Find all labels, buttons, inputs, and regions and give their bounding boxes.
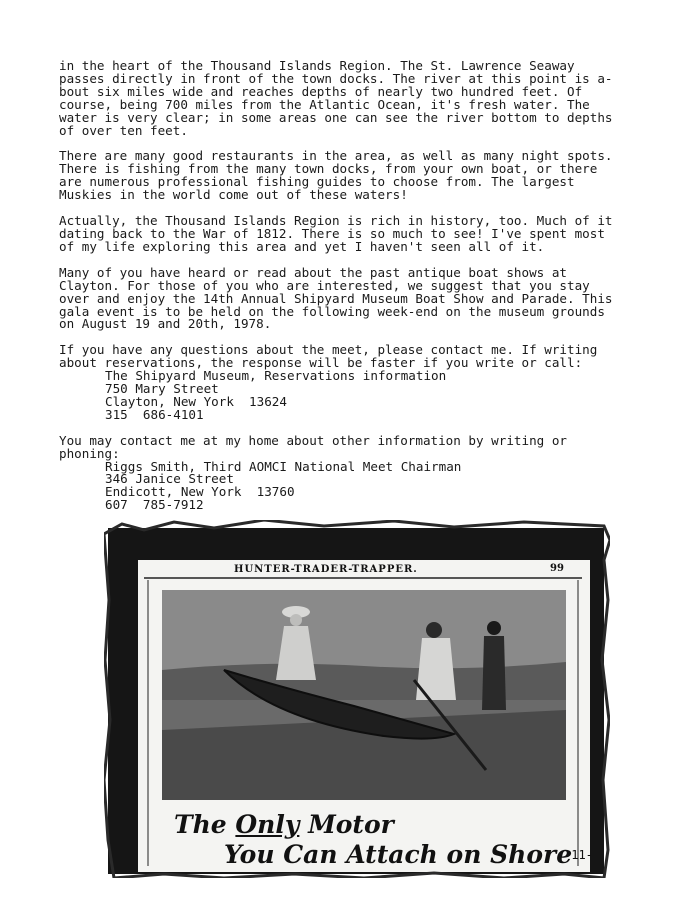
slogan-line-1	[174, 810, 394, 839]
slogan-only: Only	[235, 810, 300, 839]
slogan-prefix: The	[174, 810, 236, 839]
boy-figure	[482, 636, 506, 710]
woman-head	[290, 614, 302, 626]
ad-page-number: 99	[550, 563, 564, 574]
address-line: 315 686-4101	[105, 406, 204, 422]
ad-header: HUNTER-TRADER-TRAPPER.	[234, 564, 418, 575]
paragraph-reservations: If you have any questions about the meet, please contact me. If writing about reservations, the response will be faster if you write or call:	[59, 342, 598, 371]
slogan-suffix: Motor	[299, 810, 394, 839]
address-line: Endicott, New York 13760	[105, 484, 295, 500]
museum-address	[105, 370, 649, 422]
paragraph-history: Actually, the Thousand Islands Region is rich in history, too. Much of it dating back to the War of 1812. There is so much to see! I've spent most of my life exploring this area and yet I haven't seen all of it.	[59, 213, 613, 254]
paragraph-contact: You may contact me at my home about other information by writing or phoning:	[59, 432, 567, 461]
paragraph-thousand-islands: in the heart of the Thousand Islands Region. The St. Lawrence Seaway passes directly in front of the town docks. The river at this point is a- bout six miles wide and reaches depths of nearly two hundred feet. Of course, being 700 miles from the Atlantic Ocean, it's fresh water. The water is very clear; in some areas one can see the river bottom to depths of over ten feet.	[59, 58, 613, 138]
paragraph-boat-show: Many of you have heard or read about the past antique boat shows at Clayton. For those of you who are interested, we suggest that you stay over and enjoy the 14th Annual Shipyard Museum Boat Show and Parade. This gala event is to be held on the following week-end on the museum grounds on August 19 and 20th, 1978.	[59, 264, 613, 332]
paragraph-restaurants: There are many good restaurants in the area, as well as many night spots. There is fishing from the many town docks, from your own boat, or there are numerous professional fishing guides to choose from. The largest Muskies in the world come out of these waters!	[59, 148, 613, 203]
address-line: The Shipyard Museum, Reservations information	[105, 368, 447, 384]
address-line: 346 Janice Street	[105, 471, 234, 487]
man-head	[426, 622, 442, 638]
vintage-advertisement	[104, 520, 610, 878]
boy-head	[487, 621, 501, 635]
page-folio: -11-	[564, 848, 593, 862]
slogan-line-2: You Can Attach on Shore	[224, 840, 573, 869]
address-line: 607 785-7912	[105, 497, 204, 513]
address-line: Clayton, New York 13624	[105, 393, 287, 409]
address-line: Riggs Smith, Third AOMCI National Meet Chairman	[105, 458, 462, 474]
chairman-address	[105, 458, 649, 513]
article-body	[59, 60, 649, 525]
address-line: 750 Mary Street	[105, 381, 219, 397]
